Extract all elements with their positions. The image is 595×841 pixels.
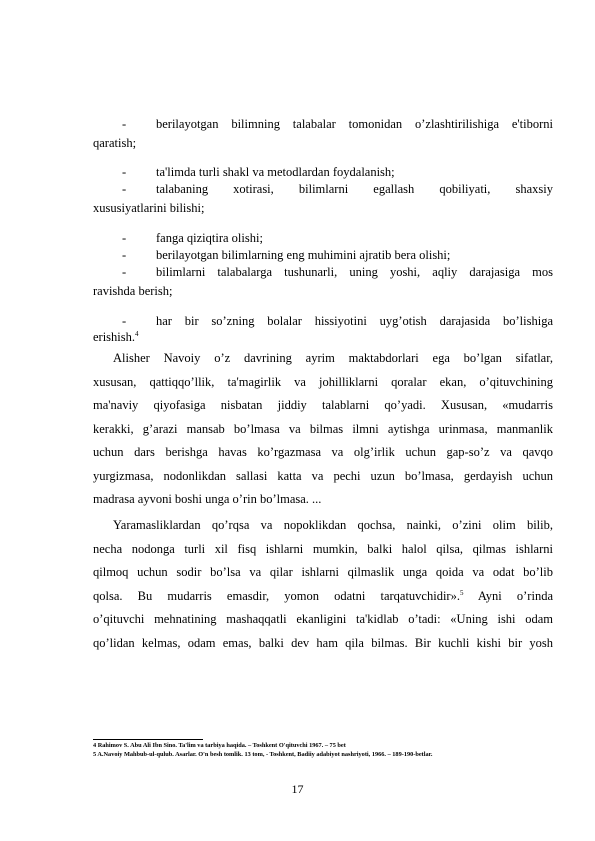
body-paragraph xyxy=(93,514,553,655)
bullet-text: bilimlarni talabalarga tushunarli, uning yoshi, aqliy darajasiga mos xyxy=(156,265,553,279)
bullet-continuation-text: erishish. xyxy=(93,330,136,344)
bullet-dash: - xyxy=(122,231,127,245)
paragraph-line: ma'naviy qiyofasiga nisbatan jiddiy talablarni qo’yadi. Xususan, «mudarris xyxy=(93,398,553,412)
paragraph-line: uchun dars berishga havas ko’rgazmasa va olg’irlik uchun gap-so’z va qavqo xyxy=(93,445,553,459)
paragraph-line: Alisher Navoiy o’z davrining ayrim maktabdorlari ega bo’lgan sifatlar, xyxy=(113,351,553,365)
paragraph-line: necha nodonga turli xil fisq ishlarni mumkin, balki halol qilsa, qilmas ishlarni xyxy=(93,541,553,556)
bullet-item xyxy=(93,313,553,346)
bullet-item xyxy=(93,264,553,300)
paragraph-line: qilmoq uchun sodir bo’lsa va qilar ishlarni qilmaslik unga qoida va odat bo’lib xyxy=(93,565,553,579)
bullet-dash: - xyxy=(122,117,127,131)
footnote-4: 4 Rahimov S. Abu Ali Ibn Sino. Ta'lim va tarbiya haqida. – Toshkent O'qituvchi 1967. – 75 bet xyxy=(93,742,346,749)
paragraph-line-tail: Ayni o’rinda xyxy=(463,588,553,603)
paragraph-line: yurgizmasa, nodonlikdan sallasi katta va pechi uzun bo’lmasa, gerdayish uchun xyxy=(93,468,553,483)
bullet-continuation: ravishda berish; xyxy=(93,284,173,298)
bullet-item xyxy=(93,164,553,181)
paragraph-line: qo’lidan kelmas, odam emas, balki dev ham qila bilmas. Bir kuchli kishi bir yosh xyxy=(93,635,553,650)
paragraph-line: kerakki, g’arazi mansab bo’lmasa va bilmas ilmni aytishga urinmasa, manmanlik xyxy=(93,421,553,436)
bullet-text: fanga qiziqtira olishi; xyxy=(156,231,263,245)
bullet-item xyxy=(93,181,553,217)
bullet-continuation: xususiyatlarini bilishi; xyxy=(93,201,205,215)
paragraph-line-text: qolsa. Bu mudarris emasdir, yomon odatni tarqatuvchidir». xyxy=(93,588,460,603)
bullet-continuation xyxy=(93,329,139,346)
bullet-text: har bir so’zning bolalar hissiyotini uyg’otish darajasida bo’lishiga xyxy=(156,314,553,328)
bullet-dash: - xyxy=(122,265,127,279)
paragraph-line xyxy=(93,585,553,609)
paragraph-line: Yaramasliklardan qo’rqsa va nopoklikdan qochsa, nainki, o’zini olim bilib, xyxy=(113,518,553,532)
body-paragraph xyxy=(93,347,553,512)
footnote-ref-4: 4 xyxy=(135,330,139,338)
bullet-text: ta'limda turli shakl va metodlardan foydalanish; xyxy=(156,165,395,179)
paragraph-line: o’qituvchi mehnatining mashaqqatli ekanligini ta'kidlab o’tadi: «Uning ishi odam xyxy=(93,612,553,626)
bullet-item xyxy=(93,247,553,264)
bullet-text: talabaning xotirasi, bilimlarni egallash qobiliyati, shaxsiy xyxy=(156,182,553,196)
bullet-item xyxy=(93,230,553,247)
footnote-5: 5 A.Navoiy Mahbub-ul-qulub. Asarlar. O'n besh tomlik. 13 tom, - Toshkent, Badiiy adabiyot nashriyoti, 1966. – 189-190-betlar. xyxy=(93,751,433,758)
bullet-item xyxy=(93,116,553,152)
bullet-dash: - xyxy=(122,182,127,196)
bullet-dash: - xyxy=(122,314,127,328)
bullet-continuation: qaratish; xyxy=(93,136,137,150)
paragraph-line: xususan, qattiqqo’llik, ta'magirlik va johilliklarni qoralar ekan, o’qituvchining xyxy=(93,374,553,389)
bullet-text: berilayotgan bilimning talabalar tomonidan o’zlashtirilishiga e'tiborni xyxy=(156,117,553,131)
page-number: 17 xyxy=(291,782,304,796)
bullet-dash: - xyxy=(122,165,127,179)
paragraph-line: madrasa ayvoni boshi unga o’rin bo’lmasa. ... xyxy=(93,492,322,506)
bullet-dash: - xyxy=(122,248,127,262)
footnote-separator xyxy=(93,739,203,740)
bullet-text: berilayotgan bilimlarning eng muhimini ajratib bera olishi; xyxy=(156,248,451,262)
footnote-ref-5: 5 xyxy=(459,588,464,597)
